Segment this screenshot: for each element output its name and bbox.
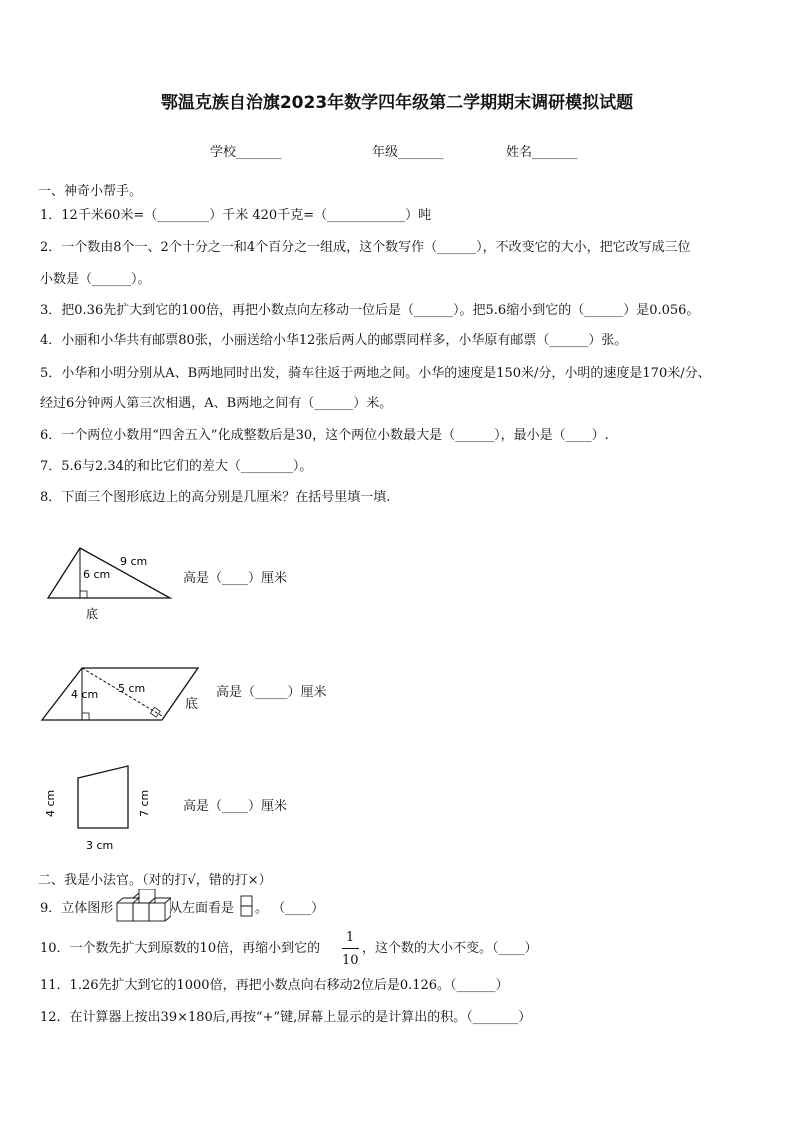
fraction-bar: [342, 948, 359, 949]
question-4: 4．小丽和小华共有邮票80张，小丽送给小华12张后两人的邮票同样多，小华原有邮票（______）张。: [40, 333, 628, 348]
question-9-text-b: 从左面看是: [169, 901, 235, 916]
trapezoid-answer: 高是（____）厘米: [183, 799, 288, 814]
parallelogram-answer: 高是（_____）厘米: [216, 685, 327, 700]
question-10-text-a: 10．一个数先扩大到原数的10倍，再缩小到它的: [40, 941, 321, 956]
triangle-answer: 高是（____）厘米: [183, 571, 288, 586]
question-10-text-b: ，这个数的大小不变。（____）: [362, 941, 538, 956]
question-1: 1．12千米60米=（________）千米 420千克=（____________）吨: [40, 208, 432, 223]
trapezoid-right-label: 7 cm: [138, 789, 151, 817]
question-5-line-1: 5．小华和小明分别从A、B两地同时出发，骑车往返于两地之间。小华的速度是150米/分，小明的速度是170米/分、: [40, 366, 711, 381]
grade-field: 年级_______: [372, 145, 444, 160]
triangle-height-label: 6 cm: [83, 568, 111, 581]
parallelogram-side-label: 5 cm: [118, 682, 146, 695]
question-2-line-1: 2．一个数由8个一、2个十分之一和4个百分之一组成，这个数写作（______），不改变它的大小，把它改写成三位: [40, 240, 691, 255]
right-angle-mark: [82, 713, 89, 720]
cube-solid-icon: [115, 889, 171, 925]
question-12: 12．在计算器上按出39×180后,再按“+”键,屏幕上显示的是计算出的积。（_______）: [40, 1010, 532, 1025]
question-5-line-2: 经过6分钟两人第三次相遇，A、B两地之间有（______）米。: [40, 396, 393, 411]
triangle-side-label: 9 cm: [120, 555, 148, 568]
question-6: 6．一个两位小数用“四舍五入”化成整数后是30，这个两位小数最大是（______），最小是（____）.: [40, 428, 609, 443]
parallelogram-height-label: 4 cm: [71, 688, 99, 701]
school-field: 学校_______: [210, 145, 282, 160]
trapezoid-figure: [38, 762, 163, 854]
side-view-icon: [240, 895, 254, 919]
question-11: 11．1.26先扩大到它的1000倍，再把小数点向右移动2位后是0.126。（______）: [40, 978, 509, 993]
section-1-heading: 一、神奇小帮手。: [38, 184, 143, 199]
trapezoid-bottom-label: 3 cm: [86, 839, 114, 852]
question-3: 3．把0.36先扩大到它的100倍，再把小数点向左移动一位后是（______）。把5.6缩小到它的（______）是0.056。: [40, 303, 700, 318]
section-2-heading: 二、我是小法官。（对的打√，错的打×）: [38, 873, 272, 888]
question-7: 7．5.6与2.34的和比它们的差大（________）。: [40, 459, 313, 474]
fraction-denominator: 10: [342, 953, 359, 968]
question-9-answer: 。 （____）: [255, 901, 325, 916]
name-field: 姓名_______: [506, 145, 578, 160]
question-9-text-a: 9．立体图形: [40, 901, 114, 916]
triangle-figure: [40, 540, 180, 625]
question-2-line-2: 小数是（______）。: [40, 272, 151, 287]
parallelogram-figure: [38, 660, 208, 730]
question-8: 8．下面三个图形底边上的高分别是几厘米？在括号里填一填.: [40, 490, 391, 505]
triangle-base-label: 底: [86, 607, 99, 621]
trapezoid-shape: [78, 766, 128, 828]
page-title: 鄂温克族自治旗2023年数学四年级第二学期期末调研模拟试题: [160, 93, 634, 113]
fraction-numerator: 1: [345, 930, 355, 945]
trapezoid-left-label: 4 cm: [44, 789, 57, 817]
parallelogram-base-label: 底: [185, 697, 199, 712]
right-angle-mark: [80, 591, 87, 598]
